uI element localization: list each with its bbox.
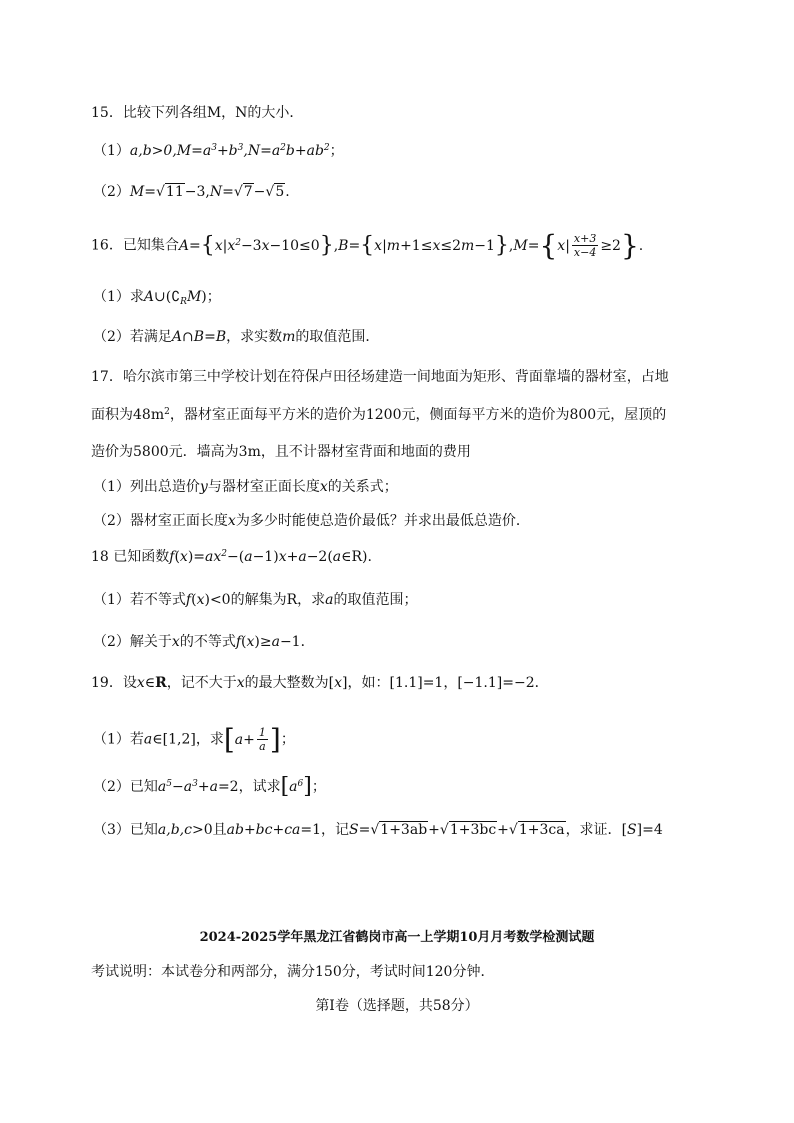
q17-p1b: 与器材室正面长度 xyxy=(207,479,320,495)
q18-p1c: ，求 xyxy=(297,592,326,608)
q18-part1: （1）若不等式f(x)<0的解集为R，求a的取值范围； xyxy=(93,592,418,608)
q19-p3c: ，记 xyxy=(321,822,350,838)
q19-stem-c: 的最大整数为 xyxy=(244,675,329,691)
q19-example-1: [1.1]=1 xyxy=(389,675,444,691)
q19-example-2: [−1.1]=−2 xyxy=(457,675,535,691)
q17-line3c: ，且不计器材室背面和地面的费用 xyxy=(260,444,471,460)
q15-p2-formula: M=√11−3,N=√7−√5. xyxy=(129,184,290,200)
q19-p2b: ，试求 xyxy=(238,779,281,795)
q15-stem-text: 15．比较下列各组M，N的大小． xyxy=(91,105,304,121)
q17-p2a: （2）器材室正面长度 xyxy=(93,513,228,529)
q19-stem-d: ，如： xyxy=(347,675,390,691)
q17-front-price: 1200 xyxy=(365,407,402,423)
q16-p2-mid: ，求实数 xyxy=(226,329,283,345)
q16-part1 xyxy=(93,287,221,307)
q16-stem xyxy=(91,228,644,262)
q19-p1a: （1）若 xyxy=(93,731,144,748)
q17-p1c: 的关系式； xyxy=(327,479,398,495)
q16-p1-formula: $A\cup(∁_RM)$ xyxy=(143,289,207,307)
q18-p1d: 的取值范围； xyxy=(333,592,418,608)
q16-p1-label: （1）求 xyxy=(93,289,144,305)
q17-area-value: 48 xyxy=(133,407,151,423)
q15-p1-label: （1） xyxy=(93,143,130,159)
q15-part2 xyxy=(93,182,290,202)
q17-roof-price: 5800 xyxy=(133,444,169,460)
exam-title-text: 2024-2025学年黑龙江省鹤岗市高一上学期10月月考数学检测试题 xyxy=(199,930,595,945)
q19-part3: （3）已知a,b,c>0且ab+bc+ca=1，记S=√1+3ab+√1+3bc+√1+3ca，求证．[S]=4 xyxy=(93,822,663,838)
exam-note xyxy=(91,962,494,982)
q18-p2a: （2）解关于 xyxy=(93,634,172,650)
q18-p2c: ． xyxy=(300,634,315,650)
q19-part1: （1）若a∈[1,2]，求[a+ $\frac{1}{a}$ ]； xyxy=(93,722,295,756)
q17-line3a: 造价为 xyxy=(91,444,133,460)
q17-p2b: 为多少时能使总造价最低？并求出最低总造价． xyxy=(235,513,530,529)
q17-line2: 面积为$48m^2$，器材室正面每平方米的造价为1200元，侧面每平方米的造价为800元，屋顶的 xyxy=(91,407,667,423)
q16-var-m: m xyxy=(282,329,296,345)
q16-p2-formula: A∩B=B xyxy=(171,329,227,345)
q15-part1 xyxy=(93,141,344,161)
q18-p1b: 的解集为 xyxy=(230,592,287,608)
q18-stem-text: 18 已知函数 xyxy=(91,549,170,565)
q18-p2b: 的不等式 xyxy=(179,634,236,650)
q17-height-value: 3 xyxy=(238,444,248,460)
q16-p2-end: 的取值范围． xyxy=(295,329,380,345)
q19-p2a: （2）已知 xyxy=(93,779,158,795)
q15-p1-formula: $a,b>0,M=a^3+b^3,N=a^2b+ab^2$ xyxy=(129,143,330,159)
q17-line1 xyxy=(91,367,669,387)
q17-p1a: （1）列出总造价 xyxy=(93,479,200,495)
q19-stem: 19．设x∈R，记不大于x的最大整数为[x]，如：[1.1]=1，[−1.1]=−2． xyxy=(91,675,549,691)
q17-line1-text: 17．哈尔滨市第三中学校计划在符保卢田径场建造一间地面为矩形、背面靠墙的器材室，占地 xyxy=(91,369,669,385)
q16-part2 xyxy=(93,327,379,347)
q15-p2-label: （2） xyxy=(93,184,130,200)
q17-line2b: ，器材室正面每平方米的造价为 xyxy=(169,407,366,423)
q15-p1-tail: ； xyxy=(329,143,344,159)
exam-note-text: 考试说明：本试卷分和两部分，满分150分，考试时间120分钟． xyxy=(91,964,495,980)
q19-stem-a: 19．设 xyxy=(91,675,137,691)
q17-line2a: 面积为 xyxy=(91,407,133,423)
q17-side-price: 800 xyxy=(569,407,597,423)
section-heading xyxy=(0,996,794,1016)
q17-line2d: 元，屋顶的 xyxy=(596,407,667,423)
q17-part1: （1）列出总造价y与器材室正面长度x的关系式； xyxy=(93,479,398,495)
q16-p1-tail: ； xyxy=(206,289,221,305)
q18-function-formula: $f(x)=ax^2-(a-1)x+a-2(a\in R)$. xyxy=(169,549,372,565)
q19-p3b: 且 xyxy=(212,822,227,838)
q15-stem xyxy=(91,103,303,123)
exam-title xyxy=(0,928,794,948)
q19-p3d: ，求证． xyxy=(565,822,622,838)
q16-stem-text: 16．已知集合 xyxy=(91,237,179,254)
q18-stem xyxy=(91,547,372,567)
q17-line3b: 元．墙高为 xyxy=(168,444,239,460)
section-heading-text: 第Ⅰ卷（选择题，共58分） xyxy=(315,998,479,1014)
q16-p2-label: （2）若满足 xyxy=(93,329,172,345)
q19-p1b: ，求 xyxy=(195,731,224,748)
q17-line3: 造价为5800元．墙高为3m，且不计器材室背面和地面的费用 xyxy=(91,444,471,460)
q19-stem-b: ，记不大于 xyxy=(166,675,237,691)
q16-sets-formula: $A=\{x|x^2-3x-10\le 0\},B=\{x|m+1\le x\le 2m-1\},M=\{x|$ $\frac{x+3}{x-4}$ ≥2}. xyxy=(178,228,644,262)
q17-line2c: 元，侧面每平方米的造价为 xyxy=(401,407,570,423)
q17-part2: （2）器材室正面长度x为多少时能使总造价最低？并求出最低总造价． xyxy=(93,513,530,529)
q18-p1a: （1）若不等式 xyxy=(93,592,186,608)
q18-part2: （2）解关于x的不等式f(x)≥a−1． xyxy=(93,634,315,650)
q19-part2: （2）已知$a^5-a^3+a=2$，试求$[a^6]$； xyxy=(93,774,326,799)
q19-p3a: （3）已知 xyxy=(93,822,158,838)
